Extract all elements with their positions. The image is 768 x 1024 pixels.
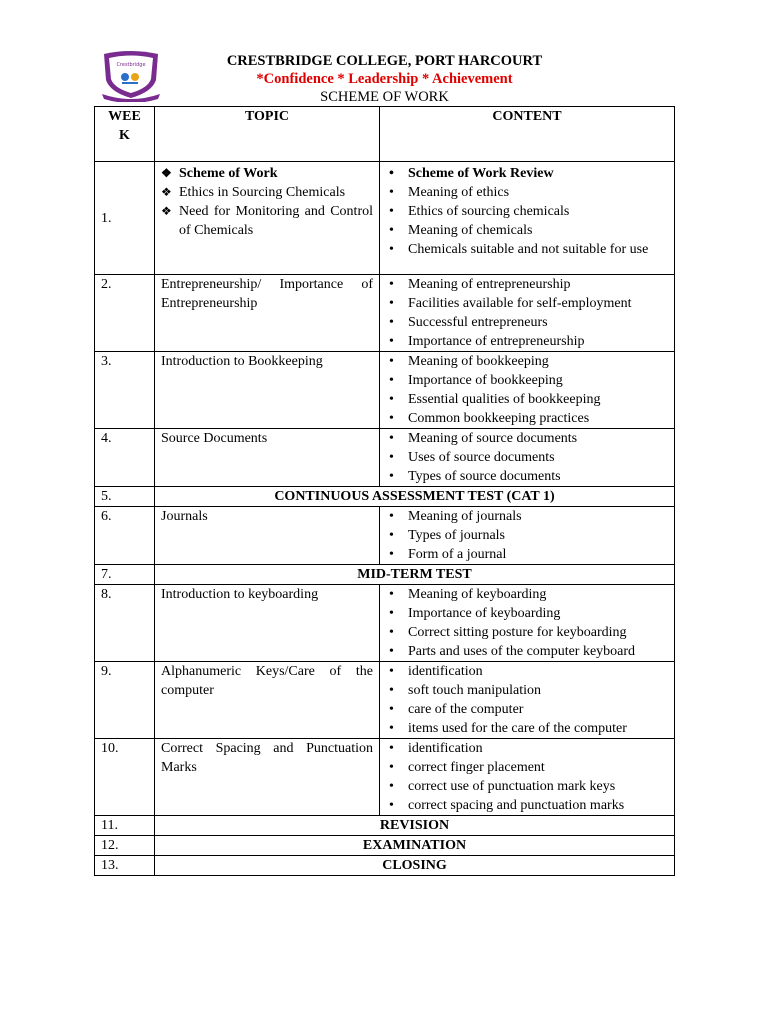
week-cell: 1. [95, 162, 155, 275]
content-item: • Meaning of bookkeeping [386, 352, 668, 371]
topic-cell [155, 429, 380, 487]
content-item: • Parts and uses of the computer keyboard [386, 642, 668, 661]
content-cell [380, 162, 675, 275]
content-item: • Importance of keyboarding [386, 604, 668, 623]
content-item: • Successful entrepreneurs [386, 313, 668, 332]
topic-text: Entrepreneurship/ Importance of Entrepreneurship [161, 277, 373, 311]
table-row [95, 816, 675, 836]
content-item: • Meaning of source documents [386, 429, 668, 448]
table-row [95, 275, 675, 352]
merged-event-cell: REVISION [155, 816, 675, 836]
logo-wordmark: Crestbridge [116, 62, 146, 68]
week-cell: 9. [95, 662, 155, 739]
topic-item: ❖ Scheme of Work [161, 164, 373, 183]
topic-header: TOPIC [155, 107, 380, 162]
content-item: • Scheme of Work Review [386, 164, 668, 183]
week-cell: 6. [95, 507, 155, 565]
merged-event-cell: EXAMINATION [155, 836, 675, 856]
topic-cell [155, 739, 380, 816]
content-item: • Types of source documents [386, 467, 668, 486]
table-header-row [95, 107, 675, 162]
content-item: • Importance of bookkeeping [386, 371, 668, 390]
content-list [386, 275, 668, 351]
merged-event-cell: MID-TERM TEST [155, 565, 675, 585]
week-cell: 2. [95, 275, 155, 352]
table-row [95, 507, 675, 565]
content-item: • correct spacing and punctuation marks [386, 796, 668, 815]
content-item: • Chemicals suitable and not suitable for use [386, 240, 668, 259]
topic-text: Correct Spacing and Punctuation Marks [161, 741, 373, 775]
content-cell [380, 507, 675, 565]
week-cell: 12. [95, 836, 155, 856]
content-item: • identification [386, 739, 668, 758]
content-item: • correct use of punctuation mark keys [386, 777, 668, 796]
topic-cell [155, 507, 380, 565]
content-list [386, 164, 668, 259]
content-item: • items used for the care of the computer [386, 719, 668, 738]
content-list [386, 352, 668, 428]
content-item: • Correct sitting posture for keyboarding [386, 623, 668, 642]
topic-text: Alphanumeric Keys/Care of the computer [161, 664, 373, 698]
merged-event-cell: CLOSING [155, 856, 675, 876]
content-list [386, 585, 668, 661]
table-body [95, 162, 675, 876]
content-item: • Form of a journal [386, 545, 668, 564]
school-name: CRESTBRIDGE COLLEGE, PORT HARCOURT [226, 53, 543, 69]
week-cell: 10. [95, 739, 155, 816]
table-row [95, 739, 675, 816]
content-header: CONTENT [380, 107, 675, 162]
week-cell: 5. [95, 487, 155, 507]
content-item: • Common bookkeeping practices [386, 409, 668, 428]
week-cell: 13. [95, 856, 155, 876]
content-item: • Uses of source documents [386, 448, 668, 467]
content-item: • correct finger placement [386, 758, 668, 777]
document-header [94, 52, 675, 106]
content-list [386, 429, 668, 486]
topic-item: ❖ Ethics in Sourcing Chemicals [161, 183, 373, 202]
content-cell [380, 585, 675, 662]
topic-cell [155, 662, 380, 739]
topic-cell [155, 275, 380, 352]
topic-text: Introduction to Bookkeeping [161, 354, 323, 369]
school-motto: *Confidence * Leadership * Achievement [256, 71, 513, 87]
content-list [386, 662, 668, 738]
content-item: • Meaning of journals [386, 507, 668, 526]
content-item: • soft touch manipulation [386, 681, 668, 700]
topic-cell [155, 162, 380, 275]
content-cell [380, 429, 675, 487]
content-cell [380, 739, 675, 816]
content-item: • Types of journals [386, 526, 668, 545]
table-row [95, 162, 675, 275]
topic-item: ❖ Need for Monitoring and Control of Chemicals [161, 202, 373, 240]
table-row [95, 565, 675, 585]
table-row [95, 856, 675, 876]
scheme-of-work-table [94, 106, 675, 876]
topic-cell [155, 352, 380, 429]
content-item: • Meaning of chemicals [386, 221, 668, 240]
merged-event-cell: CONTINUOUS ASSESSMENT TEST (CAT 1) [155, 487, 675, 507]
content-item: • Importance of entrepreneurship [386, 332, 668, 351]
content-cell [380, 352, 675, 429]
content-cell [380, 275, 675, 352]
table-row [95, 487, 675, 507]
table-row [95, 836, 675, 856]
content-list [386, 507, 668, 564]
content-cell [380, 662, 675, 739]
week-cell: 4. [95, 429, 155, 487]
table-row [95, 662, 675, 739]
content-item: • Meaning of entrepreneurship [386, 275, 668, 294]
week-cell: 3. [95, 352, 155, 429]
content-item: • Essential qualities of bookkeeping [386, 390, 668, 409]
topic-list [161, 164, 373, 240]
topic-text: Journals [161, 509, 208, 524]
content-item: • care of the computer [386, 700, 668, 719]
table-row [95, 429, 675, 487]
table-row [95, 352, 675, 429]
content-item: • Ethics of sourcing chemicals [386, 202, 668, 221]
content-list [386, 739, 668, 815]
topic-text: Source Documents [161, 431, 268, 446]
week-cell: 11. [95, 816, 155, 836]
topic-cell [155, 585, 380, 662]
week-cell: 7. [95, 565, 155, 585]
topic-text: Introduction to keyboarding [161, 587, 319, 602]
document-title: SCHEME OF WORK [320, 89, 449, 105]
week-cell: 8. [95, 585, 155, 662]
content-item: • Meaning of keyboarding [386, 585, 668, 604]
content-item: • Meaning of ethics [386, 183, 668, 202]
week-header: WEE K [95, 107, 155, 162]
content-item: • identification [386, 662, 668, 681]
table-row [95, 585, 675, 662]
content-item: • Facilities available for self-employment [386, 294, 668, 313]
